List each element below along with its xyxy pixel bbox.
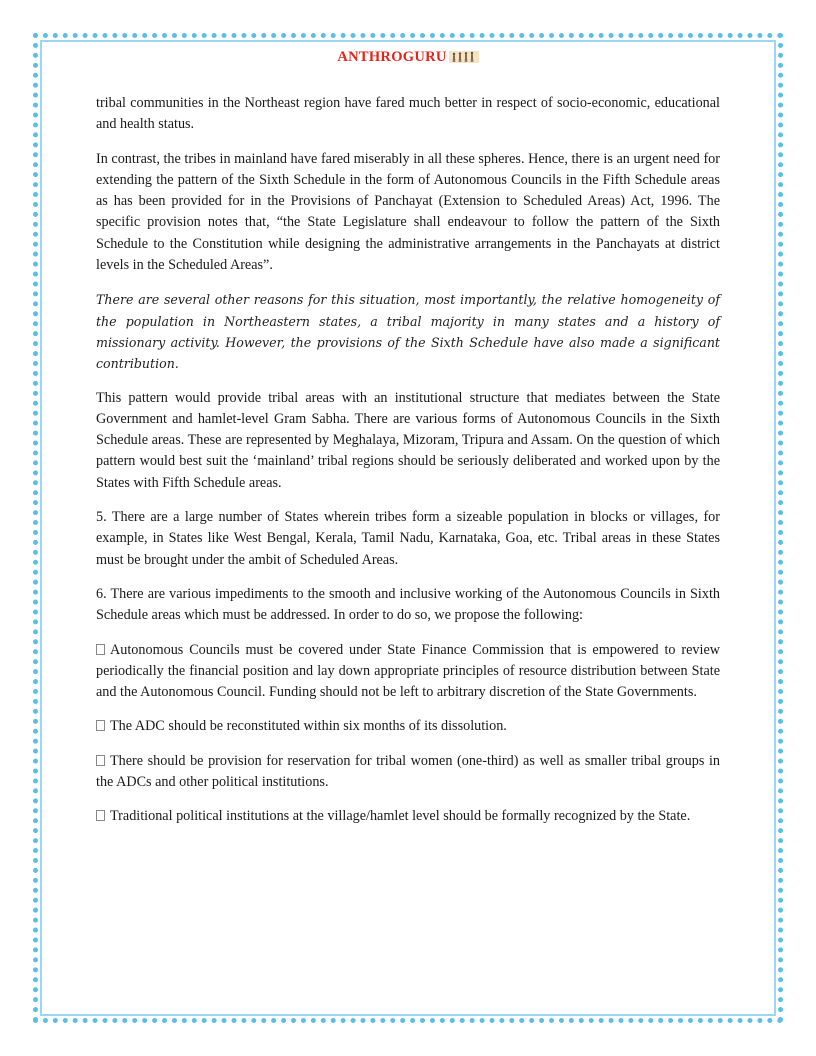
bullet-box-icon [96,644,105,655]
numbered-paragraph-6: 6. There are various impediments to the smooth and inclusive working of the Autonomous Councils in Sixth Schedule areas which must be addressed. In order to do so, we propose the following: [96,585,720,624]
bullet-text: Autonomous Councils must be covered under State Finance Commission that is empowered to review periodically the financial position and lay down appropriate principles of resource distribution between State and the Autonomous Council. Funding should not be left to arbitrary discretion of the State Governments. [96,641,720,701]
paragraph: tribal communities in the Northeast region have fared much better in respect of socio-economic, educational and health status. [96,95,720,133]
italic-quote-paragraph: There are several other reasons for this situation, most importantly, the relative homogeneity of the population in Northeastern states, a tribal majority in many states and a history of missionary activity. However, the provisions of the Sixth Schedule have also made a significant contribution. [96,292,720,372]
page-header [0,49,816,66]
document-body [96,93,720,841]
bullet-text: The ADC should be reconstituted within six months of its dissolution. [110,718,507,735]
bullet-item [96,716,720,737]
bullet-item [96,806,720,827]
bullet-item [96,640,720,704]
paragraph: This pattern would provide tribal areas with an institutional structure that mediates between the State Government and hamlet-level Gram Sabha. There are various forms of Autonomous Councils in the Sixth Schedule areas. These are represented by Meghalaya, Mizoram, Tripura and Assam. On the question of which pattern would best suit the ‘mainland’ tribal regions should be seriously deliberated and worked upon by the States with Fifth Schedule areas. [96,389,720,491]
paragraph: In contrast, the tribes in mainland have fared miserably in all these spheres. Hence, there is an urgent need for extending the pattern of the Sixth Schedule in the form of Autonomous Councils in the Fifth Schedule areas as has been provided for in the Provisions of Panchayat (Extension to Scheduled Areas) Act, 1996. The specific provision notes that, “the State Legislature shall endeavour to follow the pattern of the Sixth Schedule to the Constitution while designing the administrative arrangements in the Panchayats at district levels in the Scheduled Areas”. [96,150,720,274]
bullet-item [96,751,720,794]
bullet-box-icon [96,755,105,766]
bullet-box-icon [96,720,105,731]
bullet-box-icon [96,810,105,821]
bullet-text: Traditional political institutions at the village/hamlet level should be formally recognized by the State. [110,808,691,825]
numbered-paragraph-5: 5. There are a large number of States wherein tribes form a sizeable population in blocks or villages, for example, in States like West Bengal, Kerala, Tamil Nadu, Karnataka, Goa, etc. Tribal areas in these States must be brought under the ambit of Scheduled Areas. [96,509,720,568]
human-evolution-logo-icon [449,51,479,63]
bullet-text: There should be provision for reservation for tribal women (one-third) as well as smaller tribal groups in the ADCs and other political institutions. [96,752,720,791]
brand-title: ANTHROGURU [337,49,447,66]
